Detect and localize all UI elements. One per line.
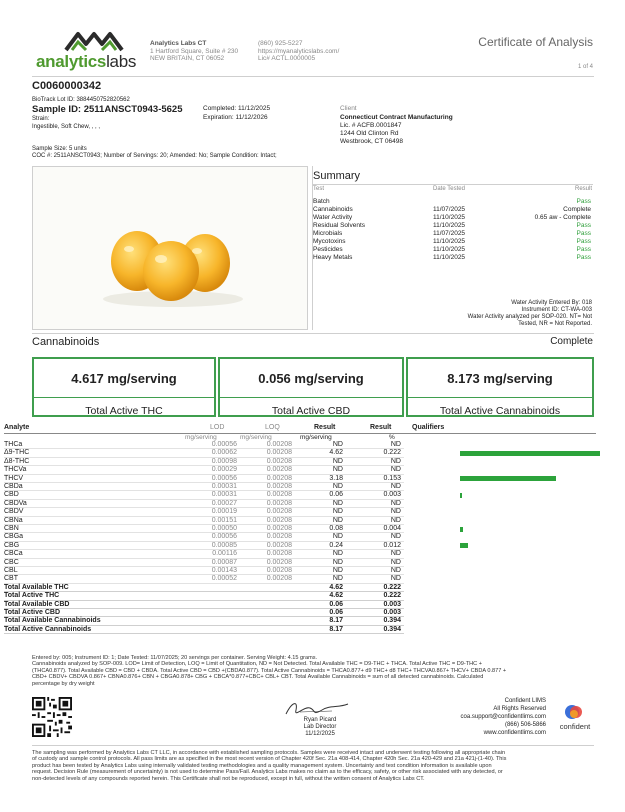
product-photo-gummies <box>33 167 307 329</box>
analyte-loq: 0.00208 <box>266 525 292 532</box>
qualifier-bar <box>460 451 600 456</box>
table-row <box>0 533 625 541</box>
analyte-lod: 0.00031 <box>211 491 237 499</box>
lims-line-2: All Rights Reserved <box>493 706 546 712</box>
analyte-loq: 0.00208 <box>266 558 292 566</box>
analyte-result-pct: ND <box>390 483 401 490</box>
table-row <box>0 525 625 533</box>
card-cbd-value: 0.056 mg/serving <box>258 371 364 386</box>
analyte-result-pct: ND <box>390 567 401 574</box>
analyte-lod: 0.00029 <box>211 466 237 474</box>
summary-row-test: Batch <box>313 198 330 205</box>
analyte-result-mg: 4.62 <box>329 449 343 457</box>
analyte-name: CBDVa <box>4 499 27 507</box>
card-total-active-cannabinoids <box>406 357 594 417</box>
completed-date: Completed: 11/12/2025 <box>203 105 271 112</box>
total-result-mg: 0.06 <box>329 609 343 616</box>
analyte-result-mg: ND <box>332 466 343 474</box>
table-row <box>0 483 625 491</box>
total-result-mg: 8.17 <box>329 617 343 625</box>
lab-info <box>150 40 260 63</box>
client-address-2: Westbrook, CT 06498 <box>340 138 403 145</box>
analyte-loq: 0.00208 <box>266 550 292 558</box>
analyte-result-mg: ND <box>332 457 343 465</box>
summary-row-date: 11/10/2025 <box>433 214 466 221</box>
cannabinoids-status: Complete <box>550 336 593 347</box>
lims-phone: (866) 506-5866 <box>504 722 546 728</box>
summary-row <box>313 206 593 214</box>
analyte-lod: 0.00085 <box>211 541 237 549</box>
analyte-loq: 0.00208 <box>266 499 292 507</box>
summary-row-result: Complete <box>563 206 591 213</box>
summary-row-result: Pass <box>576 222 591 229</box>
analyte-name: THCV <box>4 474 24 482</box>
table-row <box>0 500 625 508</box>
analyte-name: THCa <box>4 441 23 448</box>
analyte-name: CBNa <box>4 516 23 524</box>
analyte-name: CBT <box>4 575 18 583</box>
analyte-result-mg: ND <box>332 567 343 574</box>
card-cbd-label: Total Active CBD <box>271 405 351 417</box>
analyte-result-pct: ND <box>390 516 401 524</box>
qr-code-icon[interactable] <box>32 697 72 737</box>
analyte-loq: 0.00208 <box>266 449 292 457</box>
lims-email[interactable]: coa.support@confidentlims.com <box>460 714 546 720</box>
analyte-lod: 0.00027 <box>211 499 237 507</box>
footer-line-3: product has been tested by Analytics Labs using internally validated testing methodologies and a quality management system. Uncertainty and test condition information is available upon <box>32 762 492 769</box>
summary-row-date: 11/10/2025 <box>433 246 466 253</box>
analyte-lod: 0.00116 <box>212 550 237 558</box>
analyte-result-mg: ND <box>332 575 343 583</box>
analyte-name: CBC <box>4 558 19 566</box>
unit-lod: mg/serving <box>185 434 217 441</box>
lims-url[interactable]: www.confidentlims.com <box>483 730 546 736</box>
analyte-name: CBGa <box>4 533 24 541</box>
analyte-lod: 0.00098 <box>211 457 237 465</box>
summary-row <box>313 238 593 246</box>
lab-url[interactable]: https://myanalyticslabs.com/ <box>258 47 340 55</box>
total-row <box>0 592 625 600</box>
analyte-lod: 0.00050 <box>211 525 237 532</box>
analyte-table <box>0 422 625 652</box>
analyte-lod: 0.00056 <box>211 474 237 482</box>
summary-row-test: Heavy Metals <box>313 254 353 261</box>
lab-address-1: 1 Hartford Square, Suite # 230 <box>150 47 239 55</box>
card-thc-value: 4.617 mg/serving <box>71 371 177 386</box>
summary-row-test: Microbials <box>313 230 343 237</box>
table-row <box>0 449 625 457</box>
logo-text-labs: labs <box>106 52 137 71</box>
col-qualifiers: Qualifiers <box>412 424 445 431</box>
summary-row-test: Residual Solvents <box>313 222 366 229</box>
client-address-1: 1244 Old Clinton Rd <box>340 130 399 137</box>
summary-col-result: Result <box>574 186 592 192</box>
summary-row-date: 11/10/2025 <box>433 254 466 261</box>
analyte-result-mg: ND <box>332 499 343 507</box>
col-loq: LOQ <box>265 424 280 431</box>
qualifier-bar <box>460 493 462 498</box>
card-total-active-cbd <box>218 357 404 417</box>
analyte-result-mg: 0.08 <box>329 525 343 532</box>
analyte-name: THCVa <box>4 466 27 474</box>
summary-row <box>313 222 593 230</box>
analyte-lod: 0.00143 <box>211 567 237 574</box>
summary-row-result: Pass <box>576 198 591 205</box>
analyte-result-pct: 0.012 <box>383 541 401 549</box>
analyte-loq: 0.00208 <box>266 483 292 490</box>
total-name: Total Available Cannabinoids <box>4 617 101 625</box>
table-row <box>0 559 625 567</box>
table-row <box>0 517 625 525</box>
table-row <box>0 508 625 516</box>
lab-logo <box>36 30 136 74</box>
sample-id: Sample ID: 2511ANSCT0943-5625 <box>32 104 183 115</box>
lab-license: Lic# ACTL.0000005 <box>258 55 316 62</box>
summary-row-test: Water Activity <box>313 214 353 221</box>
summary-row <box>313 230 593 238</box>
sample-matrix: Ingestible, Soft Chew, , , , <box>32 124 101 130</box>
lims-line-1: Confident LIMS <box>504 698 546 704</box>
table-row <box>0 542 625 550</box>
signer-name: Ryan Picard <box>303 717 337 723</box>
analyte-lod: 0.00056 <box>211 533 237 541</box>
client-label: Client <box>340 105 357 112</box>
analyte-lod: 0.00087 <box>211 558 237 566</box>
summary-row-test: Cannabinoids <box>313 206 353 213</box>
analyte-result-pct: 0.004 <box>383 525 401 532</box>
card-thc-label: Total Active THC <box>85 405 163 417</box>
summary-row <box>313 246 593 254</box>
analyte-result-mg: ND <box>332 550 343 558</box>
analyte-name: CBDa <box>4 483 23 490</box>
analyte-lod: 0.00056 <box>211 441 237 448</box>
total-row <box>0 609 625 617</box>
summary-row-result: Pass <box>576 246 591 253</box>
analyte-result-pct: ND <box>390 550 401 558</box>
analyte-result-pct: ND <box>390 575 401 583</box>
cannabinoid-notes <box>32 655 592 687</box>
summary-row-date: 11/10/2025 <box>433 238 466 245</box>
analyte-name: Δ9-THC <box>4 449 30 457</box>
total-row <box>0 584 625 592</box>
signer-date: 11/12/2025 <box>305 731 335 737</box>
analyte-loq: 0.00208 <box>266 516 292 524</box>
col-result-mg: Result <box>314 424 336 431</box>
summary-title: Summary <box>313 170 361 182</box>
notes-line-1: Entered by: 005; Instrument ID: 1; Date Tested: 11/07/2025; 20 servings per container. Serving Weight: 4.15 grams. <box>32 655 318 661</box>
unit-loq: mg/serving <box>240 434 272 441</box>
analyte-result-pct: ND <box>390 558 401 566</box>
analyte-lod: 0.00019 <box>211 508 237 516</box>
lab-contact <box>258 40 368 63</box>
analyte-result-pct: ND <box>390 466 401 474</box>
analyte-lod: 0.00062 <box>211 449 237 457</box>
summary-row <box>313 254 593 262</box>
total-result-pct: 0.003 <box>383 609 401 616</box>
analyte-name: CBCa <box>4 550 23 558</box>
table-row <box>0 491 625 499</box>
total-result-pct: 0.003 <box>383 600 401 608</box>
sample-code: C0060000342 <box>32 80 102 92</box>
analyte-result-mg: ND <box>332 483 343 490</box>
footer-divider <box>32 745 594 746</box>
total-row <box>0 617 625 625</box>
analyte-name: CBN <box>4 525 19 532</box>
product-image-frame <box>32 166 308 330</box>
notes-line-3: (THCA0.877). Total Available CBD = CBD + CBDA. Total Active CBD = CBD +(CBDA0.877). Total Active Cannabinoids = THCA0.877+ d9 THC+ d8 THC+ THCVA0.867+ THCV+ CBDA 0.877 + <box>32 667 507 674</box>
sample-size: Sample Size: 5 units <box>32 146 87 152</box>
total-result-mg: 4.62 <box>329 583 343 591</box>
table-row <box>0 441 625 449</box>
lab-phone: (860) 925-5227 <box>258 40 303 47</box>
table-row <box>0 550 625 558</box>
total-name: Total Available CBD <box>4 600 70 608</box>
analyte-result-pct: ND <box>390 441 401 448</box>
analyte-result-pct: 0.003 <box>383 491 401 499</box>
col-lod: LOD <box>210 424 225 431</box>
cannabinoids-title: Cannabinoids <box>32 336 100 348</box>
lims-info <box>440 697 546 737</box>
analyte-result-pct: ND <box>390 533 401 541</box>
table-row <box>0 458 625 466</box>
total-result-mg: 0.06 <box>329 600 343 608</box>
coc-line: COC #: 2511ANSCT0943; Number of Servings: 20; Amended: No; Sample Condition: Intact; <box>32 153 277 159</box>
summary-row-date: 11/07/2025 <box>433 206 466 213</box>
client-license: Lic. # ACFB.0001847 <box>340 122 402 129</box>
analyte-loq: 0.00208 <box>266 466 292 474</box>
doc-title: Certificate of Analysis <box>478 35 593 49</box>
expiration-date: Expiration: 11/12/2026 <box>203 114 268 121</box>
lab-name: Analytics Labs CT <box>150 40 207 47</box>
total-name: Total Active CBD <box>4 609 61 616</box>
card-cann-label: Total Active Cannabinoids <box>439 405 561 417</box>
analyte-loq: 0.00208 <box>266 441 292 448</box>
total-name: Total Active Cannabinoids <box>4 625 92 633</box>
analyte-loq: 0.00208 <box>266 575 292 583</box>
summary-title-divider <box>313 184 593 185</box>
summary-row-test: Pesticides <box>313 246 343 253</box>
analyte-name: CBD <box>4 491 19 499</box>
total-row <box>0 626 625 634</box>
analyte-name: CBG <box>4 541 20 549</box>
client-name: Connecticut Contract Manufacturing <box>340 114 453 121</box>
analyte-loq: 0.00208 <box>266 541 292 549</box>
total-name: Total Active THC <box>4 592 60 600</box>
analyte-loq: 0.00208 <box>266 533 292 541</box>
card-cann-value: 8.173 mg/serving <box>447 371 553 386</box>
summary-row-test: Mycotoxins <box>313 238 346 245</box>
card-total-active-thc <box>32 357 216 417</box>
summary-row-result: Pass <box>576 254 591 261</box>
analyte-lod: 0.00151 <box>211 516 237 524</box>
confident-logo-icon <box>564 703 584 721</box>
water-activity-note <box>392 300 592 328</box>
logo-text-analytics: analytics <box>36 52 107 71</box>
logo-mountains-icon <box>64 30 124 52</box>
signature-block <box>290 717 350 738</box>
signer-title: Lab Director <box>303 724 337 730</box>
summary-col-test: Test <box>313 186 325 192</box>
summary-row <box>313 214 593 222</box>
analyte-result-mg: ND <box>332 558 343 566</box>
analyte-name: CBDV <box>4 508 24 516</box>
footer-line-2: of custody and sample control protocols. All pass limits are as specified in the most recent version of Chapter 420f Sec. 21a 408-414, Chapter 420h Sec. 21a 420-429 and 21a 421j-(1-40). This <box>32 756 507 763</box>
qualifier-bar <box>460 543 468 548</box>
unit-result-mg: mg/serving <box>300 434 332 441</box>
footer-line-4: request. Decision Rule (measurement of uncertainty) is not used to determine Pass/Fail. Analytics Labs makes no claim as to the efficacy, safety, or other risk associated with any detected, or <box>32 769 503 776</box>
analyte-lod: 0.00052 <box>211 575 237 583</box>
strain: Strain: <box>32 116 50 122</box>
table-row <box>0 475 625 483</box>
summary-row <box>313 198 593 206</box>
confident-logo-text: confident <box>559 722 591 731</box>
analyte-result-mg: ND <box>332 508 343 516</box>
lab-address-2: NEW BRITAIN, CT 06052 <box>150 55 225 62</box>
analyte-result-pct: ND <box>390 499 401 507</box>
summary-row-date: 11/07/2025 <box>433 230 466 237</box>
analyte-name: Δ8-THC <box>4 457 30 465</box>
col-result-pct: Result <box>370 424 392 431</box>
total-result-pct: 0.394 <box>383 617 401 625</box>
analyte-result-mg: 0.06 <box>329 491 343 499</box>
analyte-result-pct: ND <box>390 508 401 516</box>
table-row <box>0 575 625 583</box>
total-result-pct: 0.222 <box>383 583 401 591</box>
analyte-result-pct: 0.222 <box>383 449 401 457</box>
footer-disclaimer <box>32 750 594 782</box>
page-number: 1 of 4 <box>577 64 593 70</box>
table-row <box>0 567 625 575</box>
col-analyte: Analyte <box>4 424 30 431</box>
summary-panel <box>312 166 594 330</box>
analyte-result-mg: ND <box>332 441 343 448</box>
cannabinoids-top-divider <box>32 333 594 334</box>
total-name: Total Available THC <box>4 583 69 591</box>
analyte-result-mg: ND <box>332 516 343 524</box>
summary-row-result: Pass <box>576 230 591 237</box>
analyte-name: CBL <box>4 567 18 574</box>
analyte-result-mg: 0.24 <box>329 541 343 549</box>
analyte-loq: 0.00208 <box>266 491 292 499</box>
footer-line-1: The sampling was performed by Analytics Labs CT LLC, in accordance with established sampling protocols. Samples were received intact and underwent testing following all appropriate chain <box>32 750 506 756</box>
total-row <box>0 601 625 609</box>
notes-line-5: percentage by dry weight <box>32 680 95 687</box>
analyte-result-mg: 3.18 <box>329 474 343 482</box>
summary-col-date: Date Tested <box>433 186 465 192</box>
total-result-pct: 0.222 <box>383 592 401 600</box>
wa-note-2: Instrument ID: CT-WA-003 <box>521 307 592 313</box>
analyte-result-mg: ND <box>332 533 343 541</box>
summary-row-result: Pass <box>576 238 591 245</box>
biotrack-id: BioTrack Lot ID: 3884450752820562 <box>32 97 130 103</box>
footer-line-5: non-detected levels of any compounds reported herein. This Certificate shall not be reproduced, except in full, without the written consent of Analytics Labs CT. <box>32 775 425 782</box>
notes-line-2: Cannabinoids analyzed by SOP-009. LOD= Limit of Detection, LOQ = Limit of Quantitation, ND = Not Detected. Total Available THC = D9-THC + THCA. Total Active THC = D9-THC + <box>32 661 483 668</box>
analyte-loq: 0.00208 <box>266 474 292 482</box>
confident-logo <box>551 703 599 733</box>
analyte-loq: 0.00208 <box>266 457 292 465</box>
analyte-loq: 0.00208 <box>266 508 292 516</box>
analyte-result-pct: ND <box>390 457 401 465</box>
total-result-mg: 8.17 <box>329 625 343 633</box>
total-result-mg: 4.62 <box>329 592 343 600</box>
analyte-lod: 0.00031 <box>211 483 237 490</box>
header-divider <box>32 76 594 77</box>
wa-note-4: Tested, NR = Not Reported. <box>518 321 592 327</box>
wa-note-1: Water Activity Entered By: 018 <box>511 300 592 306</box>
wa-note-3: Water Activity analyzed per SOP-020. NT= Not <box>467 314 592 320</box>
unit-result-pct: % <box>389 434 395 441</box>
analyte-loq: 0.00208 <box>266 567 292 574</box>
total-result-pct: 0.394 <box>383 625 401 633</box>
table-row <box>0 466 625 474</box>
summary-row-result: 0.65 aw - Complete <box>534 214 591 221</box>
analyte-result-pct: 0.153 <box>383 474 401 482</box>
summary-row-date: 11/10/2025 <box>433 222 466 229</box>
notes-line-4: CBD+ CBDV+ CBDVA 0.867+ CBNA0.876+ CBN + CBGA0.878+ CBG + CBCA*0.877+CBC+ CBL+ CBT. Total Available Cannabinoids = sum of all detected cannabinoids. Calculated <box>32 674 484 681</box>
qualifier-bar <box>460 527 463 532</box>
qualifier-bar <box>460 476 556 481</box>
